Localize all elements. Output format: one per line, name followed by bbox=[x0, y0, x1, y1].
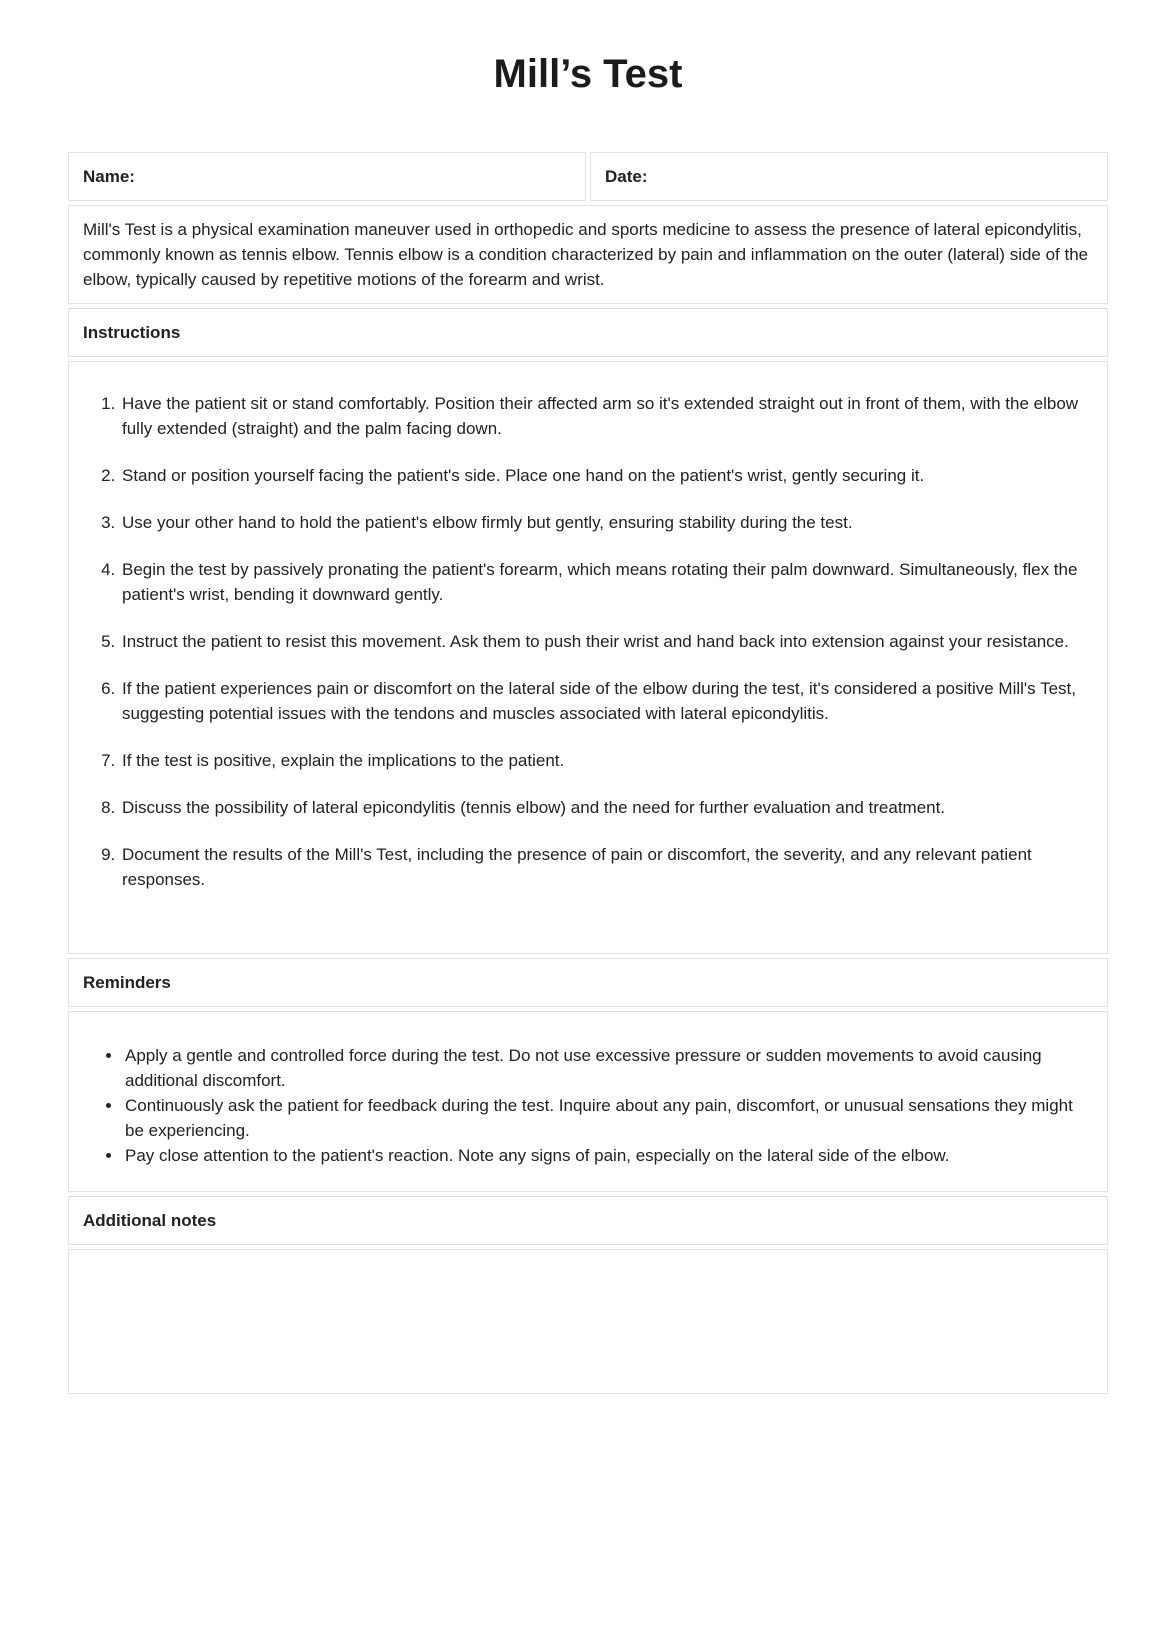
instruction-step: 6. If the patient experiences pain or discomfort on the lateral side of the elbow during the test, it's considered a positive Mill's Test, suggesting potential issues with the tendons and muscles associated with lateral epicondylitis. bbox=[120, 676, 1093, 726]
page-title: Mill’s Test bbox=[493, 52, 683, 96]
additional-notes-area[interactable] bbox=[68, 1249, 1108, 1394]
reminders-list-cell bbox=[68, 1011, 1108, 1192]
reminders-body-row bbox=[68, 1011, 1108, 1192]
date-field[interactable] bbox=[590, 152, 1108, 201]
reminder-item: • Continuously ask the patient for feedback during the test. Inquire about any pain, discomfort, or unusual sensations they might be experiencing. bbox=[123, 1093, 1093, 1143]
reminder-item: • Apply a gentle and controlled force during the test. Do not use excessive pressure or sudden movements to avoid causing additional discomfort. bbox=[123, 1043, 1093, 1093]
instruction-step: 3. Use your other hand to hold the patient's elbow firmly but gently, ensuring stability during the test. bbox=[120, 510, 1093, 535]
additional-notes-body-row bbox=[68, 1249, 1108, 1394]
instruction-step: 5. Instruct the patient to resist this movement. Ask them to push their wrist and hand back into extension against your resistance. bbox=[120, 629, 1093, 654]
additional-notes-header-row bbox=[68, 1196, 1108, 1245]
reminders-header-row bbox=[68, 958, 1108, 1007]
instructions-header-row bbox=[68, 308, 1108, 357]
date-label: Date: bbox=[605, 167, 648, 186]
additional-notes-heading: Additional notes bbox=[68, 1196, 1108, 1245]
name-label: Name: bbox=[83, 167, 135, 186]
instruction-step: 7. If the test is positive, explain the implications to the patient. bbox=[120, 748, 1093, 773]
instructions-list-cell bbox=[68, 361, 1108, 954]
reminder-item: • Pay close attention to the patient's reaction. Note any signs of pain, especially on the lateral side of the elbow. bbox=[123, 1143, 1093, 1168]
form-table bbox=[64, 148, 1112, 1398]
instructions-list bbox=[83, 391, 1093, 892]
instruction-step: 4. Begin the test by passively pronating the patient's forearm, which means rotating their palm downward. Simultaneously, flex the patient's wrist, bending it downward gently. bbox=[120, 557, 1093, 607]
name-date-row bbox=[68, 152, 1108, 201]
reminders-heading: Reminders bbox=[68, 958, 1108, 1007]
instruction-step: 2. Stand or position yourself facing the patient's side. Place one hand on the patient's wrist, gently securing it. bbox=[120, 463, 1093, 488]
reminders-list bbox=[83, 1043, 1093, 1168]
instructions-body-row bbox=[68, 361, 1108, 954]
test-description: Mill's Test is a physical examination maneuver used in orthopedic and sports medicine to assess the presence of lateral epicondylitis, commonly known as tennis elbow. Tennis elbow is a condition characterized by pain and inflammation on the outer (lateral) side of the elbow, typically caused by repetitive motions of the forearm and wrist. bbox=[68, 205, 1108, 304]
description-row bbox=[68, 205, 1108, 304]
name-field[interactable] bbox=[68, 152, 586, 201]
instruction-step: 8. Discuss the possibility of lateral epicondylitis (tennis elbow) and the need for further evaluation and treatment. bbox=[120, 795, 1093, 820]
instructions-heading: Instructions bbox=[68, 308, 1108, 357]
instruction-step: 9. Document the results of the Mill's Test, including the presence of pain or discomfort, the severity, and any relevant patient responses. bbox=[120, 842, 1093, 892]
instruction-step: 1. Have the patient sit or stand comfortably. Position their affected arm so it's extended straight out in front of them, with the elbow fully extended (straight) and the palm facing down. bbox=[120, 391, 1093, 441]
